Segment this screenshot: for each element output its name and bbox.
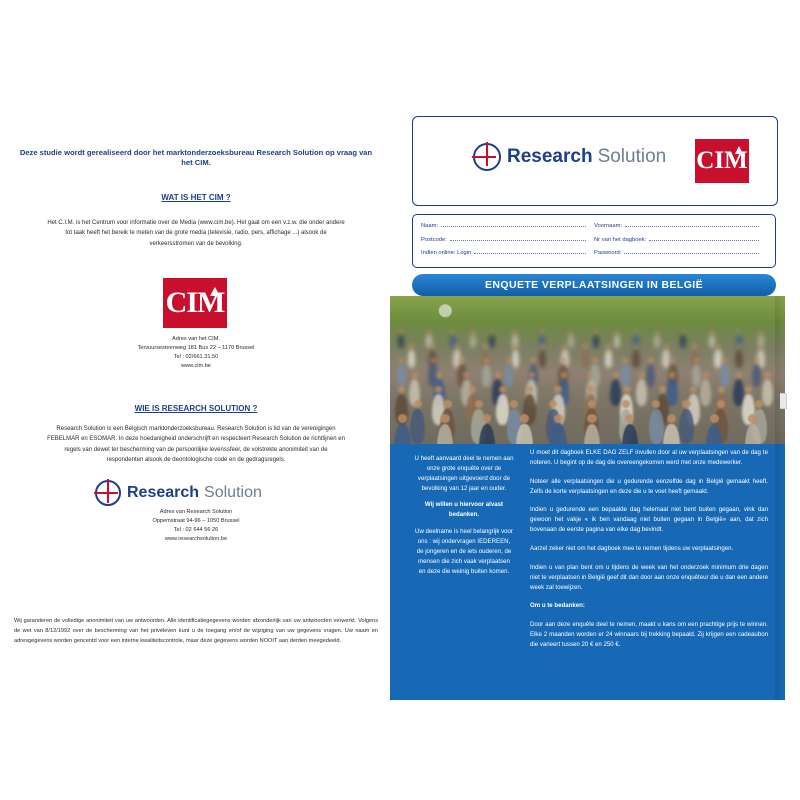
field-postcode-label: Postcode:	[421, 236, 447, 243]
crosshair-icon	[95, 480, 121, 506]
research-solution-logo	[95, 480, 300, 506]
instruction-p5: Indien u van plan bent om u tijdens de week van het onderzoek minimum drie dagen niet te verplaatsen in België geef dit dan door aan onze enquêteur die u dan een andere week zal toewijzen.	[530, 563, 768, 591]
field-voornaam-label: Voornaam:	[594, 223, 623, 229]
field-login-label: Indien online: Login	[421, 250, 472, 256]
field-dagboeknummer[interactable]	[594, 234, 767, 243]
cim-logo	[163, 278, 227, 328]
research-address-line1: Oppemstraat 94-96 – 1050 Brussel	[152, 517, 240, 524]
crosshair-icon	[473, 143, 501, 171]
crowd-photo	[390, 296, 785, 444]
photo-and-instructions-panel	[390, 296, 785, 700]
research-logo-word1: Research	[127, 484, 200, 501]
instruction-p4: Aarzel zeker niet om het dagboek mee te nemen tijdens uw verplaatsingen.	[530, 545, 734, 553]
field-dagboeknummer-label: Nr van het dagboek:	[594, 236, 647, 243]
field-dagboeknummer-input[interactable]	[649, 234, 759, 241]
cim-address-line1: Tervuursesteenweg 181 Bus 22 – 1170 Brussel	[137, 344, 255, 351]
form-row	[421, 234, 767, 243]
header-cim-logo-text: CIM	[696, 147, 748, 174]
participation-note	[414, 454, 514, 576]
reward-text: Door aan deze enquête deel te nemen, maakt u kans om een prachtige prijs te winnen. Elke 2 maanden worden er 24 winnaars bij trekking bepaald. Zij krijgen een cadeaubon die varieert tussen 20 € en 250 €.	[530, 621, 768, 649]
form-row	[421, 220, 767, 229]
field-voornaam[interactable]	[594, 220, 767, 229]
research-address-line2: Tel : 02 644 56 26	[173, 526, 219, 533]
cim-address-line2: Tel : 02/661.31.50	[173, 353, 219, 360]
field-voornaam-input[interactable]	[625, 220, 759, 227]
field-paswoord-label: Paswoord:	[594, 250, 622, 256]
cim-logo-text: CIM	[165, 286, 225, 319]
field-naam[interactable]	[421, 220, 594, 229]
field-paswoord-input[interactable]	[624, 247, 759, 254]
field-postcode[interactable]	[421, 234, 594, 243]
research-address-block	[14, 508, 378, 544]
cim-address-block	[14, 335, 378, 371]
participation-note-p1: U heeft aanvaard deel te nemen aan onze grote enquête over de verplaatsingen uitgevoerd door de bevolking van 12 jaar en ouder.	[414, 455, 514, 492]
cim-logo-tick-icon	[210, 287, 220, 296]
field-paswoord[interactable]	[594, 247, 767, 256]
field-naam-label: Naam:	[421, 223, 439, 229]
participation-note-thanks: Wij willen u hiervoor alvast bedanken.	[424, 501, 504, 519]
lead-statement: Deze studie wordt gerealiseerd door het marktonderzoeksbureau Research Solution op vraag van het CIM.	[19, 148, 373, 167]
cim-section-title: WAT IS HET CIM ?	[161, 193, 231, 202]
instruction-p1: U moet dit dagboek ELKE DAG ZELF invullen door al uw verplaatsingen van de dag te noteren. U begint op de dag die overeengekomen werd met onze medewerker.	[530, 449, 768, 466]
respondent-form	[412, 214, 776, 268]
right-page	[390, 0, 800, 800]
participation-note-p2: Uw deelname is heel belangrijk voor ons : wij ondervragen IEDEREEN, de jongeren en de iets ouderen, de mensen die zich vaak verplaatsen en deze die weinig buiten komen.	[415, 528, 513, 575]
form-row	[421, 247, 767, 256]
research-website[interactable]: www.researchsolution.be	[164, 535, 228, 542]
privacy-footnote: Wij garanderen de volledige anonimiteit van uw antwoorden. Alle identificatiegegevens worden afzonderlijk van uw antwoorden verwerkt. Volgens de wet van 8/12/1992 over de bescherming van het privéleven kunt u de toegang en/of de wijziging van uw gegevens vragen. Uw naam en adresgegevens worden gencentd voor een interne kwaliteitscontrole, maar deze gegevens worden NOOIT aan derden meegedeeld.	[14, 618, 378, 644]
cim-website[interactable]: www.cim.be	[181, 362, 211, 369]
header-cim-logo	[695, 139, 749, 183]
research-address-label: Adres van Research Solution	[159, 509, 233, 515]
research-logo-word2: Solution	[204, 484, 262, 501]
instructions-text	[530, 448, 768, 659]
research-section-title: WIE IS RESEARCH SOLUTION ?	[134, 404, 258, 413]
left-page	[0, 0, 390, 800]
field-postcode-input[interactable]	[450, 234, 586, 241]
instruction-p3: Indien u gedurende een bepaalde dag helemaal niet bent buiten gegaan, vink dan gewoon het vakje « ik ben vandaag niet buiten gegaan in België» aan, dat zich bovenaan de eerste pagina van elke dag bevindt.	[530, 506, 768, 534]
header-box	[412, 116, 778, 206]
header-research-solution-logo	[473, 143, 666, 171]
header-logo-word1: Research	[507, 146, 593, 167]
survey-title-banner: ENQUETE VERPLAATSINGEN IN BELGIË	[412, 274, 776, 296]
page-edge-shadow	[775, 296, 785, 700]
cim-address-label: Adres van het CIM.	[172, 336, 220, 342]
research-section-body: Research Solution is een Belgisch marktonderzoeksbureau. Research Solution is lid van de verenigingen FEBELMAR en ESOMAR. In deze hoedanigheid onderschrijft en respecteert Research Solution de richtlijnen en regels van dewet ter bescherming van de persoonlijke levenssfeer, de volstrekte anonimiteit van de respondenten alsook de deontologische code en de gedragsregels.	[47, 426, 345, 463]
cim-logo-tick-icon	[735, 146, 743, 154]
field-login[interactable]	[421, 247, 594, 256]
cim-section-body: Het C.I.M. is het Centrum voor informatie over de Media (www.cim.be). Het gaat om een v.z.w. die onder andere tot taak heeft het bereik te meten van de grote media (televisie, radio, pers, affichage ...) alsook de verkeersstromen van de bevolking.	[47, 220, 345, 247]
instruction-p2: Noteer alle verplaatsingen die u gedurende eenzelfde dag in België gemaakt heeft. Zelfs de korte verplaatsingen en deze die u te voet heeft gemaakt.	[530, 477, 768, 495]
page-tab-notch	[780, 393, 787, 409]
header-logo-word2: Solution	[597, 146, 667, 167]
crowd-figures	[390, 296, 785, 444]
reward-heading: Om u te bedanken:	[530, 602, 585, 610]
field-login-input[interactable]	[474, 247, 586, 254]
field-naam-input[interactable]	[441, 220, 586, 227]
